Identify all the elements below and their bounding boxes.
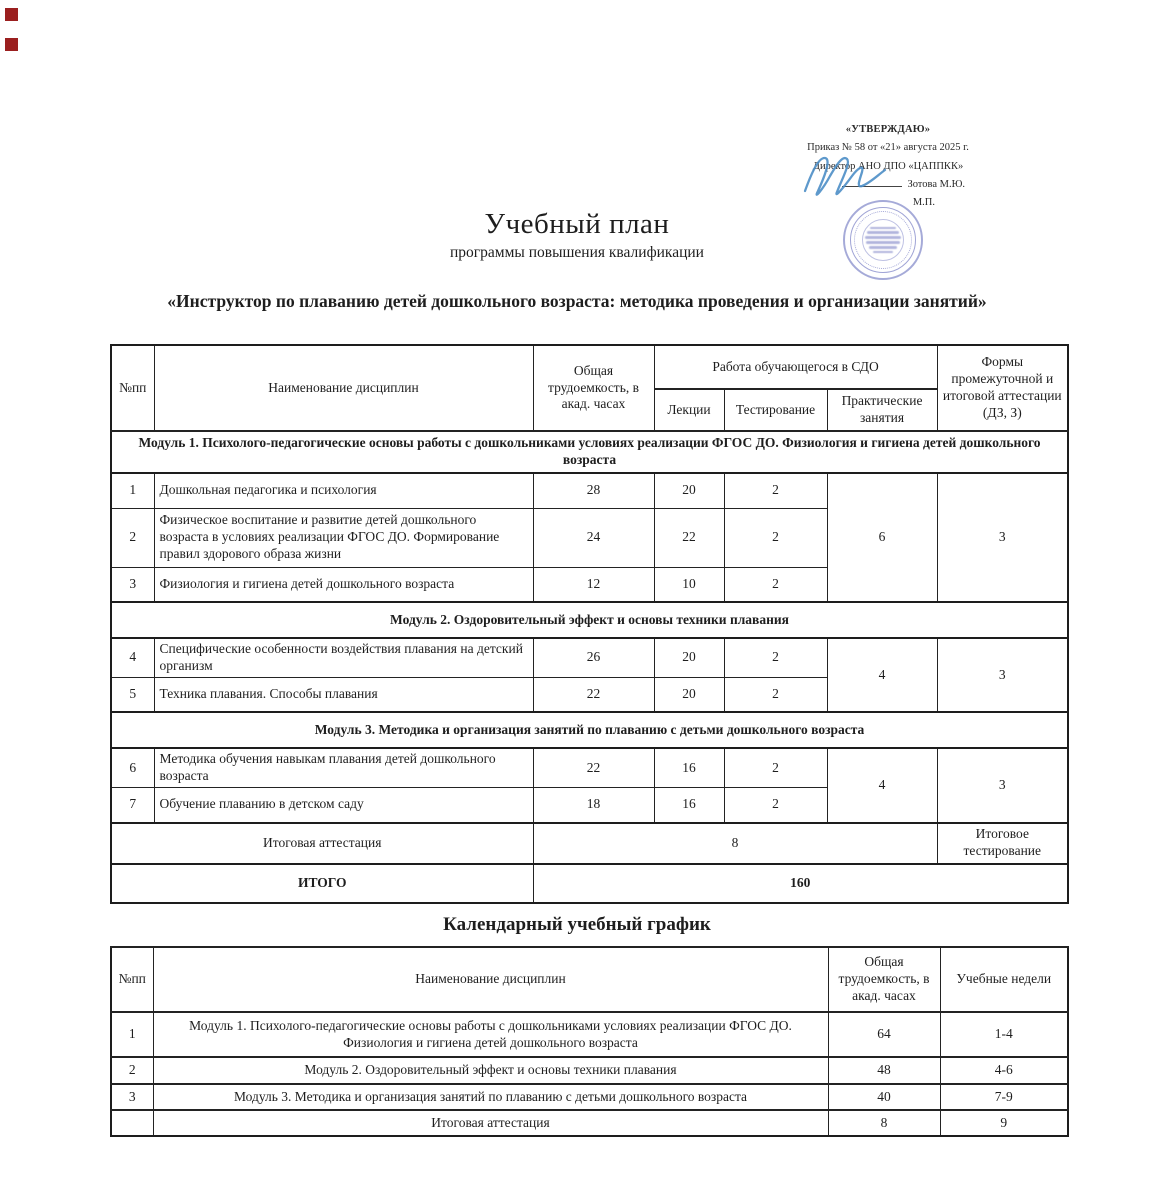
table-row <box>111 1057 1068 1084</box>
header-discipline: Наименование дисциплин <box>154 345 533 431</box>
header-attestation: Формы промежуточной и итоговой аттестации (ДЗ, З) <box>937 345 1068 431</box>
total-row <box>111 864 1068 903</box>
cell-num: 1 <box>111 1012 153 1057</box>
module-1-band <box>111 431 1068 473</box>
cell-weeks: 9 <box>940 1110 1068 1136</box>
cell-hours: 40 <box>828 1084 940 1110</box>
page-subtitle: программы повышения квалификации <box>450 244 704 261</box>
cell-testing: 2 <box>724 508 827 567</box>
cell-total: 22 <box>533 677 654 712</box>
cell-num: 3 <box>111 1084 153 1110</box>
curriculum-table <box>110 344 1069 904</box>
table-row <box>111 1084 1068 1110</box>
cell-num <box>111 1110 153 1136</box>
header-discipline: Наименование дисциплин <box>153 947 828 1012</box>
cell-num: 1 <box>111 473 154 508</box>
header-testing: Тестирование <box>724 389 827 431</box>
table-row <box>111 1012 1068 1057</box>
cell-lectures: 22 <box>654 508 724 567</box>
page-title: Учебный план <box>484 208 670 240</box>
header-total-hours: Общая трудоемкость, в акад. часах <box>828 947 940 1012</box>
cell-num: 4 <box>111 638 154 677</box>
header-weeks: Учебные недели <box>940 947 1068 1012</box>
cell-weeks: 7-9 <box>940 1084 1068 1110</box>
cell-num: 2 <box>111 1057 153 1084</box>
cell-attestation-merged: 3 <box>937 748 1068 822</box>
cell-practical-merged: 4 <box>827 748 937 822</box>
signature-row <box>793 176 983 194</box>
cell-discipline: Модуль 1. Психолого-педагогические основы работы с дошкольниками условиях реализации ФГОС ДО. Физиология и гигиена детей дошкольного возраста <box>153 1012 828 1057</box>
cell-weeks: 1-4 <box>940 1012 1068 1057</box>
cell-testing: 2 <box>724 748 827 787</box>
cell-num: 7 <box>111 788 154 823</box>
cell-testing: 2 <box>724 473 827 508</box>
director-line: Директор АНО ДПО «ЦАППКК» <box>812 160 964 172</box>
cell-total: 28 <box>533 473 654 508</box>
cell-discipline: Модуль 2. Оздоровительный эффект и основы техники плавания <box>153 1057 828 1084</box>
approval-block <box>793 121 983 213</box>
signature-line <box>842 176 902 187</box>
header-lectures: Лекции <box>654 389 724 431</box>
cell-hours: 64 <box>828 1012 940 1057</box>
cell-total: 22 <box>533 748 654 787</box>
cell-testing: 2 <box>724 567 827 602</box>
signature-name: Зотова М.Ю. <box>907 179 965 191</box>
cell-num: 2 <box>111 508 154 567</box>
cell-testing: 2 <box>724 677 827 712</box>
cell-testing: 2 <box>724 638 827 677</box>
cell-weeks: 4-6 <box>940 1057 1068 1084</box>
cell-lectures: 16 <box>654 748 724 787</box>
schedule-header-row <box>111 947 1068 1012</box>
program-title: «Инструктор по плаванию детей дошкольного возраста: методика проведения и организации занятий» <box>167 291 987 311</box>
header-num: №пп <box>111 947 153 1012</box>
cell-total: 24 <box>533 508 654 567</box>
schedule-table <box>110 946 1069 1137</box>
cell-discipline: Техника плавания. Способы плавания <box>154 677 533 712</box>
cell-lectures: 10 <box>654 567 724 602</box>
header-sdo-group: Работа обучающегося в СДО <box>654 345 937 389</box>
cell-num: 6 <box>111 748 154 787</box>
curriculum-header-row-1 <box>111 345 1068 389</box>
cell-lectures: 16 <box>654 788 724 823</box>
cell-total: 26 <box>533 638 654 677</box>
cell-discipline: Модуль 3. Методика и организация занятий по плаванию с детьми дошкольного возраста <box>153 1084 828 1110</box>
red-corner-mark-2 <box>5 38 18 51</box>
cell-attestation-merged: 3 <box>937 638 1068 712</box>
module-2-title: Модуль 2. Оздоровительный эффект и основы техники плавания <box>111 602 1068 638</box>
cell-discipline: Итоговая аттестация <box>153 1110 828 1136</box>
table-row <box>111 473 1068 508</box>
order-line: Приказ № 58 от «21» августа 2025 г. <box>807 142 969 154</box>
cell-discipline: Специфические особенности воздействия плавания на детский организм <box>154 638 533 677</box>
table-row <box>111 1110 1068 1136</box>
cell-hours: 48 <box>828 1057 940 1084</box>
final-attestation-row <box>111 823 1068 864</box>
header-total-hours: Общая трудоемкость, в акад. часах <box>533 345 654 431</box>
cell-discipline: Дошкольная педагогика и психология <box>154 473 533 508</box>
cell-hours: 8 <box>828 1110 940 1136</box>
cell-lectures: 20 <box>654 473 724 508</box>
table-row <box>111 638 1068 677</box>
final-attestation-form: Итоговое тестирование <box>937 823 1068 864</box>
seal-note: М.П. <box>912 197 935 209</box>
cell-lectures: 20 <box>654 638 724 677</box>
cell-practical-merged: 6 <box>827 473 937 602</box>
total-label: ИТОГО <box>111 864 533 903</box>
cell-practical-merged: 4 <box>827 638 937 712</box>
cell-lectures: 20 <box>654 677 724 712</box>
total-hours: 160 <box>533 864 1068 903</box>
table-row <box>111 748 1068 787</box>
header-practical: Практические занятия <box>827 389 937 431</box>
module-1-title: Модуль 1. Психолого-педагогические основы работы с дошкольниками условиях реализации ФГОС ДО. Физиология и гигиена детей дошкольного возраста <box>111 431 1068 473</box>
cell-discipline: Обучение плаванию в детском саду <box>154 788 533 823</box>
approve-label: «УТВЕРЖДАЮ» <box>845 124 931 135</box>
final-attestation-label: Итоговая аттестация <box>111 823 533 864</box>
module-3-title: Модуль 3. Методика и организация занятий по плаванию с детьми дошкольного возраста <box>111 712 1068 748</box>
schedule-title: Календарный учебный график <box>443 914 711 935</box>
cell-discipline: Физическое воспитание и развитие детей дошкольного возраста в условиях реализации ФГОС ДО. Формирование правил здорового образа жизни <box>154 508 533 567</box>
cell-total: 18 <box>533 788 654 823</box>
module-2-band <box>111 602 1068 638</box>
cell-total: 12 <box>533 567 654 602</box>
cell-attestation-merged: 3 <box>937 473 1068 602</box>
final-attestation-hours: 8 <box>533 823 937 864</box>
cell-testing: 2 <box>724 788 827 823</box>
cell-discipline: Методика обучения навыкам плавания детей дошкольного возраста <box>154 748 533 787</box>
red-corner-mark-1 <box>5 8 18 21</box>
cell-num: 3 <box>111 567 154 602</box>
module-3-band <box>111 712 1068 748</box>
cell-discipline: Физиология и гигиена детей дошкольного возраста <box>154 567 533 602</box>
cell-num: 5 <box>111 677 154 712</box>
header-num: №пп <box>111 345 154 431</box>
